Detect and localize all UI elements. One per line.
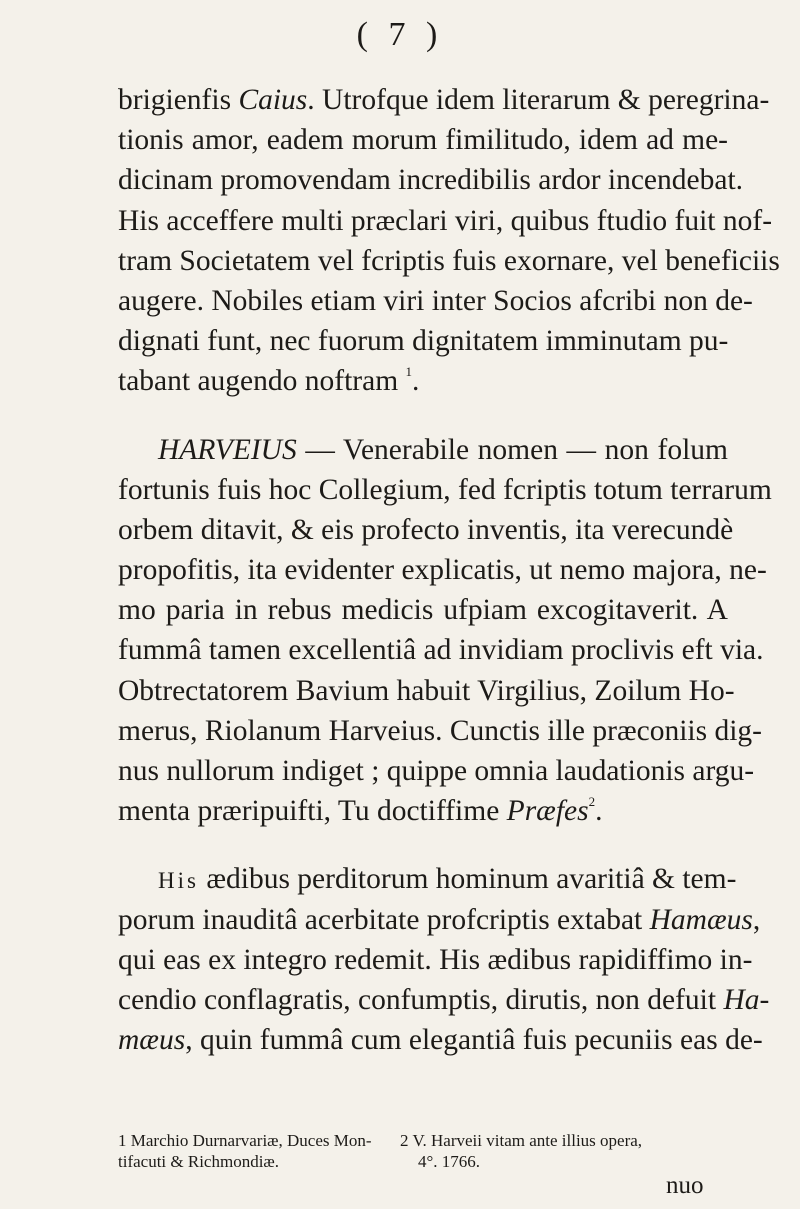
text-line: tabant augendo noftram $^1$.: [118, 364, 420, 398]
text-line: tionis amor, eadem morum fimilitudo, idem ad me-: [118, 124, 728, 157]
text-line: menta præripuifti, Tu doctiffime Præfes$^2$.: [118, 794, 603, 828]
footnote-ref: 1: [405, 364, 413, 380]
text-line: His ædibus perditorum hominum avaritiâ & tem-: [158, 863, 737, 896]
body-text: [118, 80, 780, 1060]
text-line: tram Societatem vel fcriptis fuis exornare, vel beneficiis: [118, 244, 780, 277]
text-line: qui eas ex integro redemit. His ædibus rapidiffimo in-: [118, 943, 753, 976]
footnote-1: 1 Marchio Durnarvariæ, Duces Mon- tifacuti & Richmondiæ.: [118, 1131, 372, 1171]
text-line: merus, Riolanum Harveius. Cunctis ille præconiis dig-: [118, 714, 763, 747]
text-line: porum inauditâ acerbitate profcriptis extabat Hamæus,: [118, 903, 761, 936]
text-line: brigienfis Caius. Utrofque idem literarum & peregrina-: [118, 84, 770, 116]
text-line: orbem ditavit, & eis profecto inventis, ita verecundè: [118, 513, 734, 546]
text-line: nus nullorum indiget ; quippe omnia laudationis argu-: [118, 755, 755, 787]
page-number: ( 7 ): [356, 16, 444, 53]
text-line: mo paria in rebus medicis ufpiam excogitaverit. A: [118, 594, 728, 627]
text-line: fummâ tamen excellentiâ ad invidiam proclivis eft via.: [118, 634, 764, 667]
text-line: His acceffere multi præclari viri, quibus ftudio fuit nof-: [118, 204, 773, 237]
text-line: HARVEIUS — Venerabile nomen — non folum: [158, 433, 728, 466]
text-line: augere. Nobiles etiam viri inter Socios afcribi non de-: [118, 284, 753, 317]
text-line: propofitis, ita evidenter explicatis, ut nemo majora, ne-: [118, 554, 767, 587]
catchword: nuo: [666, 1172, 704, 1199]
text-line: fortunis fuis hoc Collegium, fed fcriptis totum terrarum: [118, 473, 772, 506]
text-line: dignati funt, nec fuorum dignitatem imminutam pu-: [118, 325, 729, 358]
footnote-ref: 2: [588, 794, 596, 810]
text-line: cendio conflagratis, confumptis, dirutis, non defuit Ha-: [118, 983, 770, 1016]
text-line: Obtrectatorem Bavium habuit Virgilius, Zoilum Ho-: [118, 674, 735, 707]
text-line: dicinam promovendam incredibilis ardor incendebat.: [118, 164, 744, 197]
footnote-2: 2 V. Harveii vitam ante illius opera, 4°. 1766.: [400, 1131, 643, 1171]
text-line: mæus, quin fummâ cum elegantiâ fuis pecuniis eas de-: [118, 1024, 763, 1057]
